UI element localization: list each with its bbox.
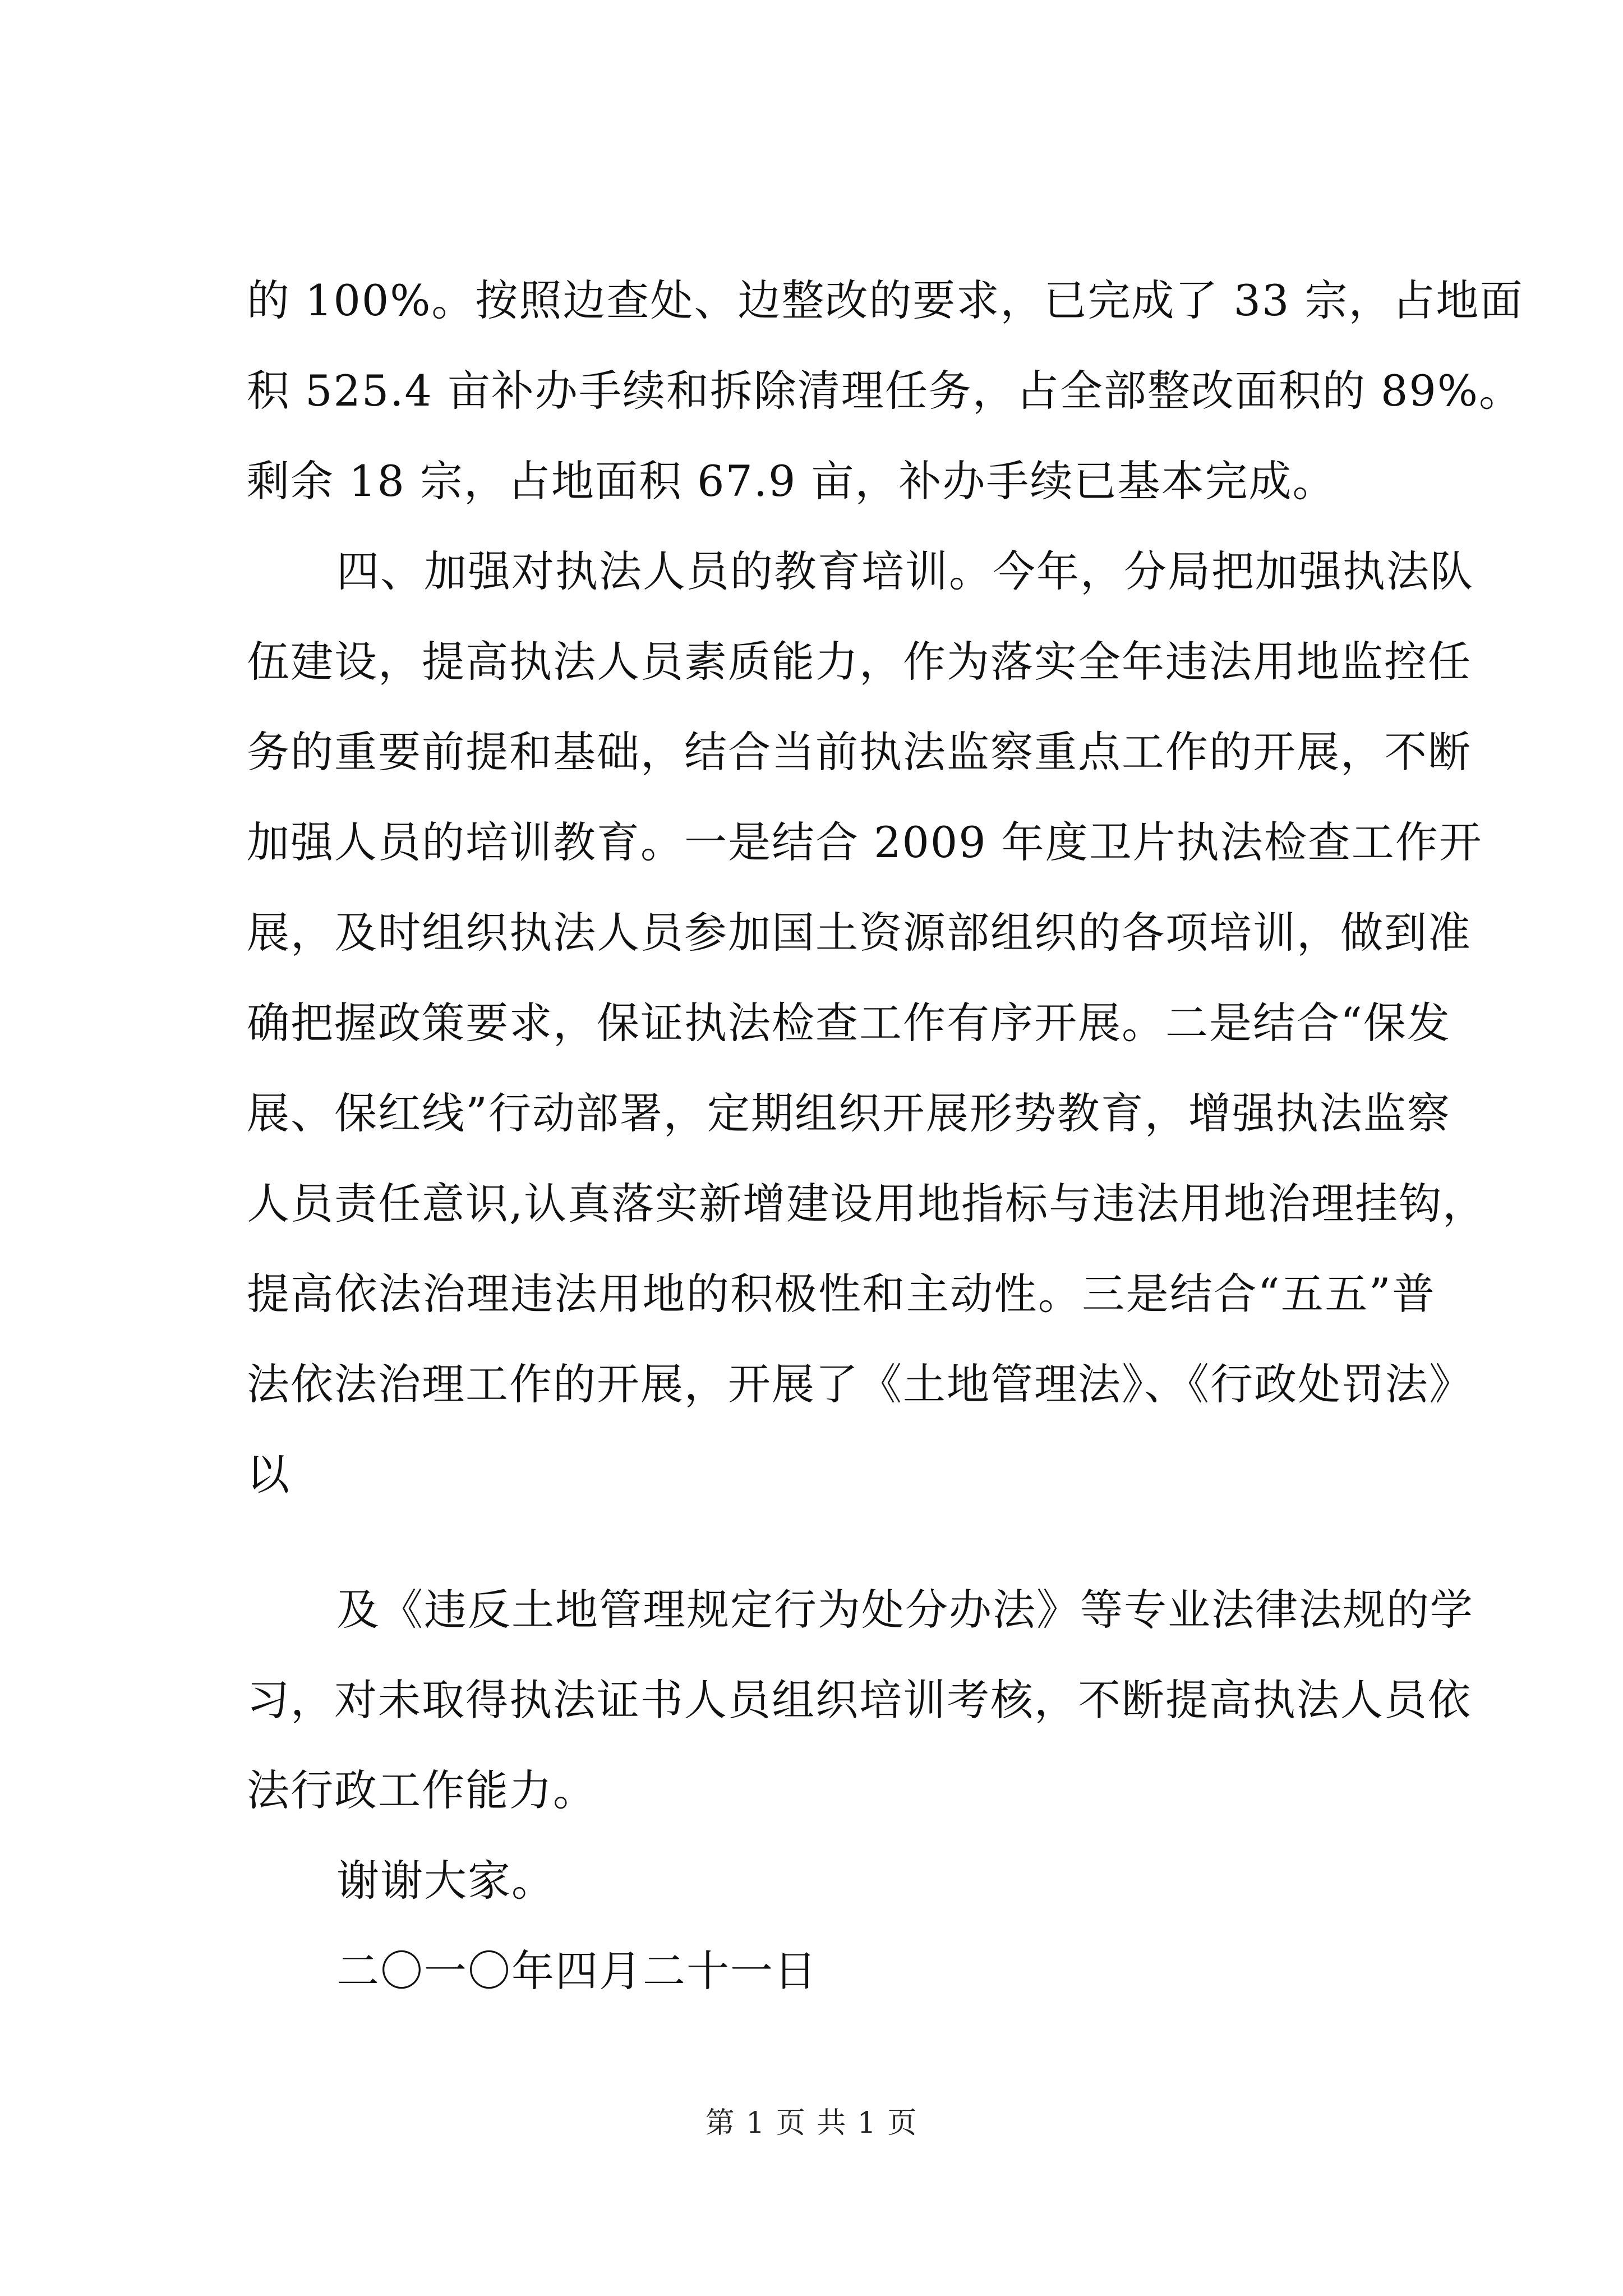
paragraph-four-line-5: 展，及时组织执法人员参加国土资源部组织的各项培训，做到准	[247, 908, 1472, 958]
text-line-3: 剩余 18 宗，占地面积 67.9 亩，补办手续已基本完成。	[247, 456, 1336, 506]
paragraph-four-line-8: 人员责任意识,认真落实新增建设用地指标与违法用地治理挂钩，	[247, 1179, 1487, 1228]
paragraph-four-line-11: 以	[247, 1450, 291, 1499]
paragraph-four-line-3: 务的重要前提和基础，结合当前执法监察重点工作的开展，不断	[247, 727, 1472, 777]
text-line-1: 的 100%。按照边查处、边整改的要求，已完成了 33 宗，占地面	[247, 275, 1524, 325]
document-date: 二〇一〇年四月二十一日	[336, 1946, 818, 1996]
paragraph-four-line-1: 四、加强对执法人员的教育培训。今年，分局把加强执法队	[336, 546, 1474, 596]
paragraph-four-line-10: 法依法治理工作的开展，开展了《土地管理法》、《行政处罚法》	[247, 1359, 1473, 1409]
paragraph-four-line-6: 确把握政策要求，保证执法检查工作有序开展。二是结合“保发	[247, 998, 1451, 1048]
paragraph-four-line-4: 加强人员的培训教育。一是结合 2009 年度卫片执法检查工作开	[247, 817, 1483, 867]
paragraph-continued-line-2: 习，对未取得执法证书人员组织培训考核，不断提高执法人员依	[247, 1675, 1472, 1725]
paragraph-continued-line-3: 法行政工作能力。	[247, 1765, 597, 1815]
paragraph-four-line-9: 提高依法治理违法用地的积极性和主动性。三是结合“五五”普	[247, 1269, 1436, 1319]
paragraph-continued-line-1: 及《违反土地管理规定行为处分办法》等专业法律法规的学	[336, 1585, 1474, 1635]
page-footer: 第 1 页 共 1 页	[705, 2106, 918, 2140]
text-line-2: 积 525.4 亩补办手续和拆除清理任务，占全部整改面积的 89%。	[247, 366, 1523, 416]
closing-thanks: 谢谢大家。	[336, 1856, 555, 1906]
paragraph-four-line-7: 展、保红线”行动部署，定期组织开展形势教育，增强执法监察	[247, 1088, 1451, 1138]
paragraph-four-line-2: 伍建设，提高执法人员素质能力，作为落实全年违法用地监控任	[247, 637, 1472, 687]
document-body	[247, 255, 1524, 2016]
